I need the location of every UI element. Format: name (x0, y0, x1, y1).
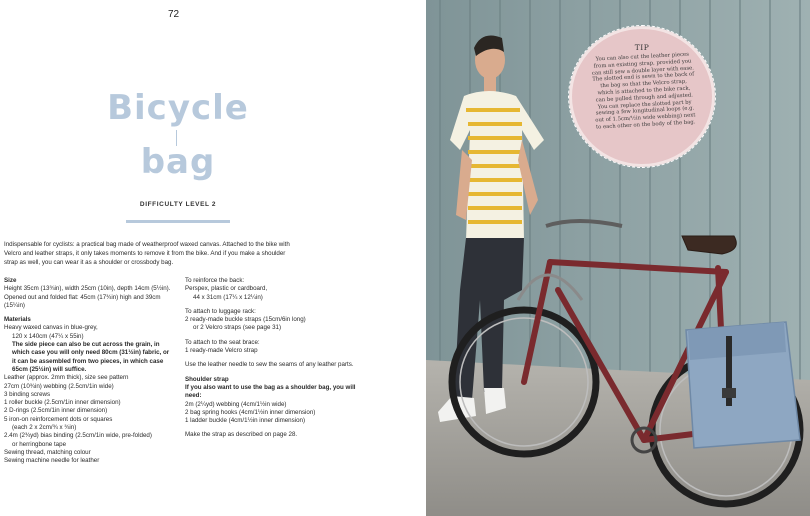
brace-line1: 1 ready-made Velcro strap (185, 347, 258, 355)
materials-canvas-dim: 120 x 140cm (47¼ x 55in) (12, 332, 84, 340)
materials-item: 27cm (10¾in) webbing (2.5cm/1in wide) (4, 382, 114, 390)
back-heading: To reinforce the back: (185, 277, 245, 284)
back-line2: 44 x 31cm (17¼ x 12¼in) (193, 293, 263, 301)
shoulder-item: 2m (2¼yd) webbing (4cm/1½in wide) (185, 400, 287, 408)
materials-item: Leather (approx. 2mm thick), size see pattern (4, 374, 129, 382)
shoulder-intro: If you also want to use the bag as a shoulder bag, you will need: (185, 383, 356, 400)
shoulder-item: 2 bag spring hooks (4cm/1½in inner dimension) (185, 408, 316, 416)
shoulder-item: 1 ladder buckle (4cm/1½in inner dimension) (185, 417, 306, 425)
attachments-column (185, 277, 360, 440)
materials-binding-alt: or herringbone tape (12, 440, 67, 448)
materials-canvas: Heavy waxed canvas in blue-grey, (4, 324, 98, 332)
title-line-2: bag (140, 142, 216, 182)
materials-canvas-note: The side piece can also be cut across the grain, in which case you will only need 80cm (31½in) fabric, or it can be assembled from two pieces, in which case 65cm (25½in) will suffice. (12, 341, 170, 373)
rack-line1: 2 ready-made buckle straps (15cm/6in long) (185, 316, 306, 324)
size-heading: Size (4, 277, 17, 284)
size-text: Height 35cm (13¾in), width 25cm (10in), depth 14cm (5½in). Opened out and folded flat: 45cm (17¾in) high and 39cm (15¼in) (4, 285, 171, 309)
brace-heading: To attach to the seat brace: (185, 338, 260, 346)
rack-heading: To attach to luggage rack: (185, 307, 256, 315)
intro-paragraph: Indispensable for cyclists: a practical bag made of weatherproof waxed canvas. Attached to the bike with Velcro and leather straps, it only takes moments to remove it from the bike. And if you make a shoulder strap as well, you can wear it as a shoulder or crossbody bag. (4, 241, 290, 266)
materials-needle: Sewing machine needle for leather (4, 457, 100, 465)
tip-text: You can also cut the leather pieces from an existing strap, provided you can still sew a double layer with ease. The slotted end is sewn to the back of the bag so that the Velcro strap, which is attached to the bike rack, can be pulled through and adjusted. You can replace the slotted part by sewing a few longitudinal loops (e.g. out of 1.5cm/½in wide webbing) next to each other on the body of the bag. (591, 51, 696, 131)
materials-dots-size: (each 2 x 2cm/¾ x ¾in) (12, 424, 77, 432)
materials-item: 2 D-rings (2.5cm/1in inner dimension) (4, 407, 108, 415)
shoulder-footer: Make the strap as described on page 28. (185, 431, 298, 439)
tip-circle (572, 29, 712, 164)
materials-thread: Sewing thread, matching colour (4, 448, 91, 456)
leather-note: Use the leather needle to sew the seams of any leather parts. (185, 361, 354, 369)
shoulder-heading: Shoulder strap (185, 375, 229, 383)
page-number: 72 (168, 9, 180, 20)
difficulty-bar (126, 220, 230, 223)
back-line1: Perspex, plastic or cardboard, (185, 285, 268, 293)
materials-item: 5 iron-on reinforcement dots or squares (4, 415, 113, 423)
rack-line2: or 2 Velcro straps (see page 31) (193, 324, 282, 332)
difficulty-label: DIFFICULTY LEVEL 2 (139, 201, 217, 208)
materials-binding: 2.4m (2¾yd) bias binding (2.5cm/1in wide, pre-folded) (4, 432, 152, 440)
materials-item: 3 binding screws (4, 390, 51, 398)
tip-title: TIP (634, 43, 650, 52)
materials-heading: Materials (4, 316, 31, 324)
bicycle-bag (686, 322, 800, 448)
materials-item: 1 roller buckle (2.5cm/1in inner dimension) (4, 399, 121, 407)
materials-column (4, 277, 174, 466)
title-line-1: Bicycle (107, 88, 249, 128)
